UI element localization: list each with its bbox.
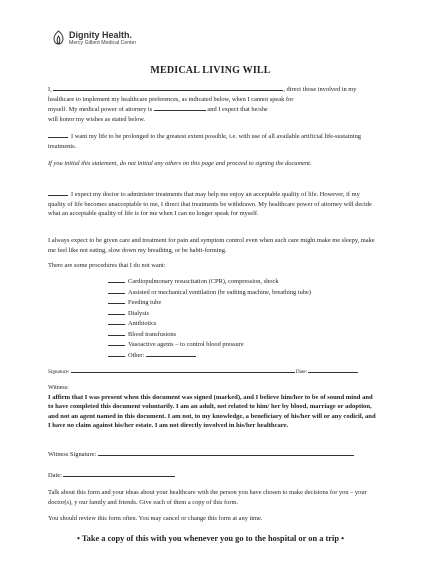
dignity-health-icon <box>52 30 65 45</box>
list-item: Assisted or mechanical ventilation (br eathing machine, breathing tube) <box>108 287 311 298</box>
intro-direct: , direct those involved in my <box>283 86 357 93</box>
list-item: Dialysis <box>108 308 311 319</box>
option-quality <box>48 189 378 219</box>
list-item: Antibiotics <box>108 318 311 329</box>
procedures-list <box>108 276 311 360</box>
list-item: Blood transfusions <box>108 329 311 340</box>
talk-paragraph: Talk about this form and your ideas about your healthcare with the person you have chosen to make decisions for you – your doctor(s), y our family and friends. Give each of them a copy of this form. <box>48 489 367 506</box>
logo-name: Dignity Health. <box>69 30 133 40</box>
signature-row <box>48 368 378 375</box>
witness-label: Witness: <box>48 385 69 391</box>
quality-text: I expect my doctor to administer treatments that may help me enjoy an acceptable quality of life. However, if my quality of life becomes unacceptable to me, I direct that treatments be withdrawn. My healthcare power of attorney will decide what an acceptable quality of life is for me when I can no longer speak for myself. <box>48 191 372 218</box>
intro-expect: and I expect that he/she <box>207 106 268 114</box>
date-label: Date: <box>295 369 308 375</box>
document-title: MEDICAL LIVING WILL <box>150 65 271 76</box>
initial-blank-prolong[interactable] <box>48 131 68 138</box>
procedures-intro: There are some procedures that I do not want: <box>48 262 166 269</box>
signature-label: Signature: <box>48 369 70 375</box>
witness-date-field[interactable] <box>63 470 175 477</box>
intro-attorney: myself. My medical power of attorney is <box>48 106 153 114</box>
witness-date-row <box>48 470 378 481</box>
footer-reminder: • Take a copy of this with you whenever you go to the hospital or on a trip • <box>76 534 345 543</box>
initial-blank[interactable] <box>108 329 125 336</box>
intro-line2: healthcare to implement my healthcare preferences, as indicated below, when I cannot speak for <box>48 95 294 103</box>
list-item: Vasoactive agents – to control blood pressure <box>108 339 311 350</box>
initial-blank[interactable] <box>108 350 125 357</box>
logo <box>52 30 136 47</box>
date-field[interactable] <box>308 368 358 373</box>
list-item: Cardiopulmonary resuscitation (CPR), compression, shock <box>108 276 311 287</box>
logo-subtitle: Mercy Gilbert Medical Center <box>69 40 137 46</box>
initial-blank[interactable] <box>108 339 125 346</box>
witness-signature-field[interactable] <box>98 449 354 456</box>
affirmation-text: I affirm that I was present when this document was signed (marked), and I believe him/her to be of sound mind and to have completed this document voluntarily. I am an adult, not related to him/ her by blood, marriage or adoption, and not an agent named in this document. I am not, to my knowledge, a beneficiary of his/her will or any codicil, and I have no claim against his/her estate. I am not directly involved in his/her healthcare. <box>48 394 376 429</box>
prolong-text: I want my life to be prolonged to the greatest extent possible, i.e. with use of all available artificial life-sustaining treatments. <box>48 133 361 150</box>
witness-signature-label: Witness Signature: <box>48 451 97 458</box>
intro-line4: will honor my wishes as stated below. <box>48 115 146 123</box>
instruction-text: If you initial this statement, do not initial any others on this page and proceed to signing the document. <box>48 160 312 167</box>
list-item: Other: <box>108 350 311 361</box>
pain-paragraph: I always expect to be given care and treatment for pain and symptom control even when such care might make me sleepy, make me feel like not eating, slow down my breathing, or be habit-forming. <box>48 237 375 254</box>
initial-blank[interactable] <box>108 308 125 315</box>
initial-blank[interactable] <box>108 318 125 325</box>
signature-field[interactable] <box>71 368 295 373</box>
other-blank[interactable] <box>146 350 196 357</box>
witness-signature-row <box>48 449 378 460</box>
initial-blank[interactable] <box>108 297 125 304</box>
initial-blank[interactable] <box>108 276 125 283</box>
intro-paragraph <box>48 84 378 124</box>
initial-blank-quality[interactable] <box>48 189 68 196</box>
list-item: Feeding tube <box>108 297 311 308</box>
option-prolong <box>48 131 378 151</box>
attorney-blank[interactable] <box>154 104 206 111</box>
witness-date-label: Date: <box>48 472 62 479</box>
name-blank[interactable] <box>53 84 283 91</box>
review-paragraph: You should review this form often. You may cancel or change this form at any time. <box>48 515 263 522</box>
intro-i: I, <box>48 86 52 93</box>
initial-blank[interactable] <box>108 287 125 294</box>
